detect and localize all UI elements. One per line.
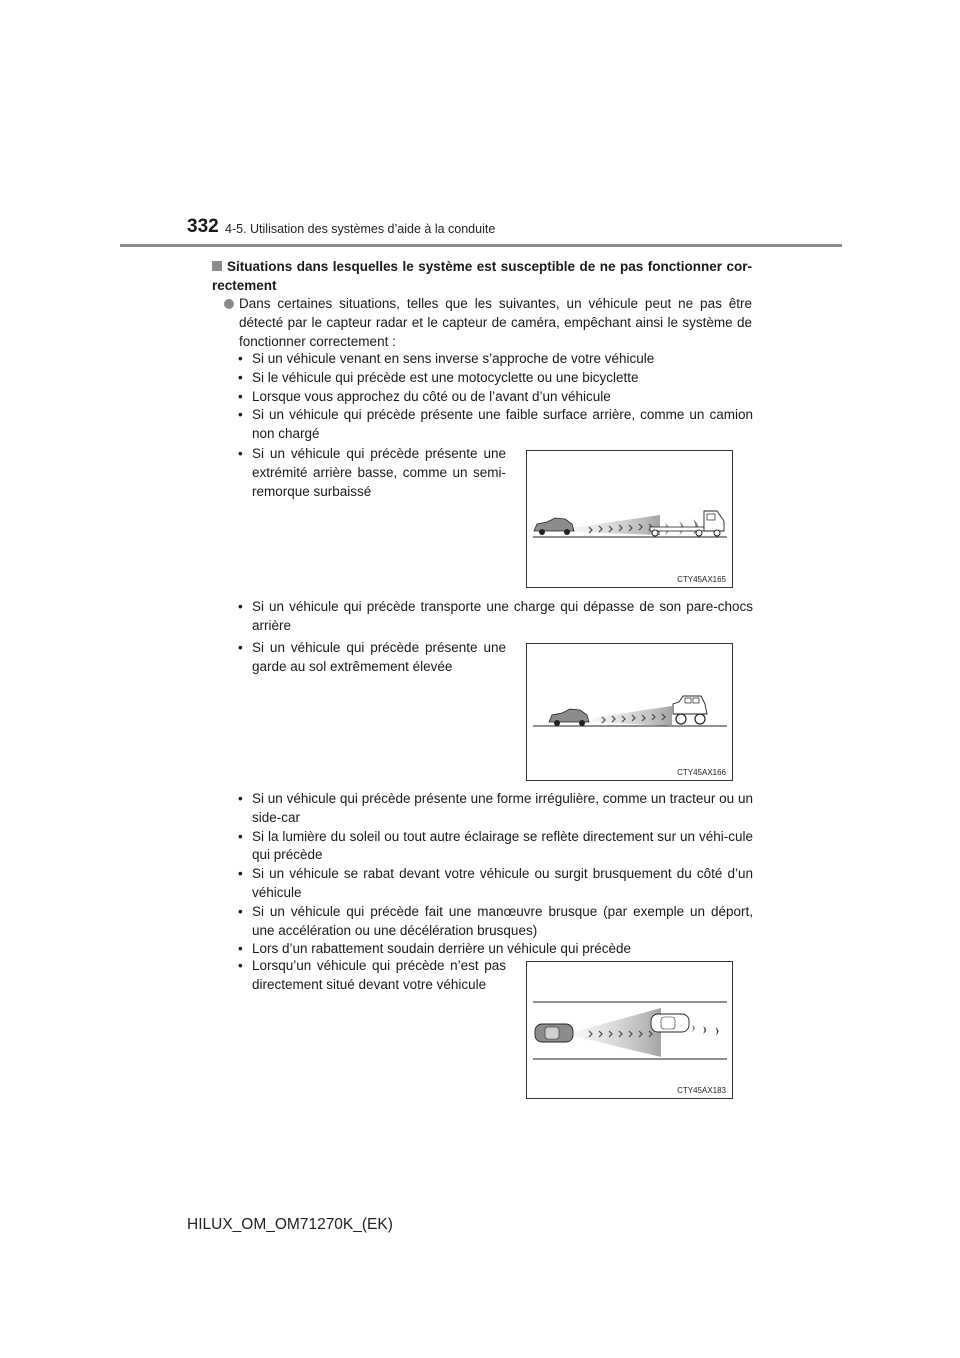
figure-high-clearance-illustration (527, 644, 732, 780)
list-item: • Si un véhicule qui précède transporte une charge qui dépasse de son pare-chocs arrière (238, 598, 753, 636)
bullet-list-after-fig1 (238, 598, 753, 636)
figure-code: CTY45AX166 (677, 768, 726, 777)
bullet-list-fig1 (238, 445, 506, 501)
section-heading-text: Situations dans lesquelles le système est susceptible de ne pas fonctionner cor-rectement (212, 259, 752, 293)
list-item: • Si un véhicule qui précède présente une garde au sol extrêmement élevée (238, 639, 506, 677)
section-heading (212, 257, 752, 295)
list-item: • Si un véhicule qui précède présente une faible surface arrière, comme un camion non chargé (238, 406, 753, 444)
figure-lowbed-trailer-illustration (527, 451, 732, 587)
chapter-title: 4-5. Utilisation des systèmes d’aide à la conduite (225, 222, 496, 236)
bullet-list-fig3 (238, 957, 506, 995)
footer-doc-code: HILUX_OM_OM71270K_(EK) (187, 1216, 393, 1233)
list-item: • Si le véhicule qui précède est une motocyclette ou une bicyclette (238, 369, 753, 388)
intro-item (224, 294, 752, 351)
list-item: • Si un véhicule qui précède présente une extrémité arrière basse, comme un semi-remorque surbaissé (238, 445, 506, 501)
bullet-list-fig2 (238, 639, 506, 677)
list-item: • Si un véhicule se rabat devant votre véhicule ou surgit brusquement du côté d’un véhicule (238, 865, 753, 903)
circle-bullet-icon (224, 299, 234, 309)
figure-offset-vehicle-illustration (527, 962, 732, 1098)
list-item: • Si un véhicule qui précède fait une manœuvre brusque (par exemple un déport, une accélération ou une décélération brusques) (238, 903, 753, 941)
figure-code: CTY45AX183 (677, 1086, 726, 1095)
square-bullet-icon (212, 261, 222, 271)
header-rule (120, 244, 842, 247)
bullet-list-1 (238, 350, 753, 444)
page-number: 332 (187, 216, 219, 237)
figure-code: CTY45AX165 (677, 575, 726, 584)
list-item: • Lorsque vous approchez du côté ou de l’avant d’un véhicule (238, 388, 753, 407)
list-item: • Lorsqu’un véhicule qui précède n’est pas directement situé devant votre véhicule (238, 957, 506, 995)
bullet-list-2 (238, 790, 753, 959)
list-item: • Si la lumière du soleil ou tout autre éclairage se reflète directement sur un véhi-cule qui précède (238, 828, 753, 866)
list-item: • Si un véhicule qui précède présente une forme irrégulière, comme un tracteur ou un side-car (238, 790, 753, 828)
intro-text: Dans certaines situations, telles que les suivantes, un véhicule peut ne pas être détecté par le capteur radar et le capteur de caméra, empêchant ainsi le système de fonctionner correctement : (239, 296, 752, 349)
figure-lowbed-trailer (526, 450, 733, 588)
list-item: • Lors d’un rabattement soudain derrière un véhicule qui précède (238, 940, 753, 959)
figure-high-clearance (526, 643, 733, 781)
figure-offset-vehicle (526, 961, 733, 1099)
list-item: • Si un véhicule venant en sens inverse s’approche de votre véhicule (238, 350, 753, 369)
